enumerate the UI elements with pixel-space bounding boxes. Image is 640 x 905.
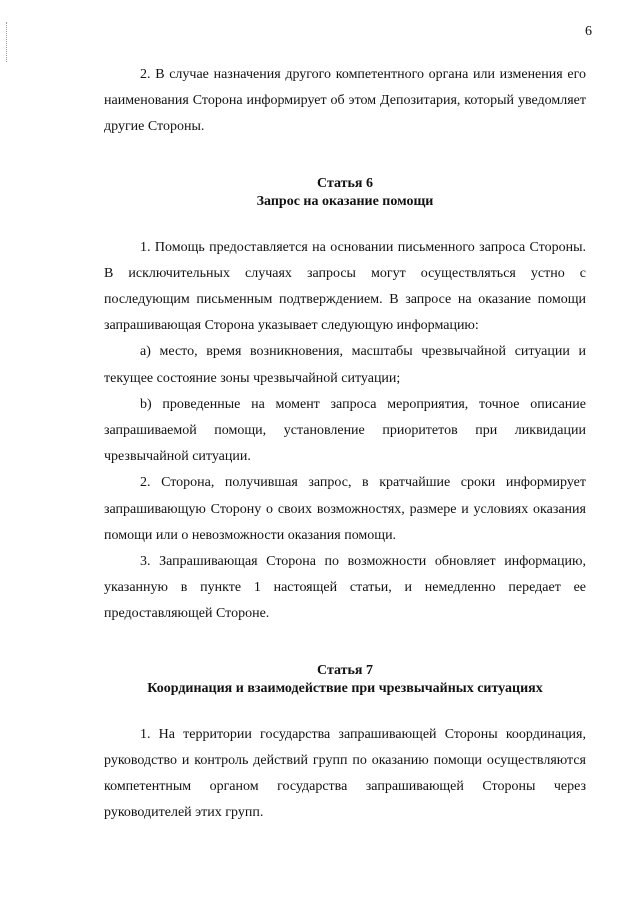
article-6-heading	[104, 175, 586, 211]
article-7-heading	[104, 662, 586, 698]
document-body	[104, 62, 586, 826]
scan-margin-marks	[6, 22, 11, 62]
page-number: 6	[585, 24, 592, 39]
article-6-paragraph: а) место, время возникновения, масштабы чрезвычайной ситуации и текущее состояние зоны чрезвычайной ситуации;	[104, 344, 586, 386]
intro-paragraph: 2. В случае назначения другого компетентного органа или изменения его наименования Сторона информирует об этом Депозитария, который уведомляет другие Стороны.	[104, 67, 586, 135]
article-6-paragraph: b) проведенные на момент запроса мероприятия, точное описание запрашиваемой помощи, установление приоритетов при ликвидации чрезвычайной ситуации.	[104, 396, 586, 465]
article-7-paragraph: 1. На территории государства запрашивающей Стороны координация, руководство и контроль действий групп по оказанию помощи осуществляются компетентным органом государства запрашивающей Стороны через руководителей этих групп.	[104, 726, 586, 821]
article-6-paragraph: 1. Помощь предоставляется на основании письменного запроса Стороны. В исключительных случаях запросы могут осуществляться устно с последующим письменным подтверждением. В запросе на оказание помощи запрашивающая Сторона указывает следующую информацию:	[104, 239, 586, 334]
article-7-subtitle: Координация и взаимодействие при чрезвычайных ситуациях	[147, 680, 543, 696]
article-7-title: Статья 7	[317, 662, 373, 678]
article-6-paragraph: 2. Сторона, получившая запрос, в кратчайшие сроки информирует запрашивающую Сторону о своих возможностях, размере и условиях оказания помощи или о невозможности оказания помощи.	[104, 475, 586, 543]
article-6-title: Статья 6	[317, 175, 373, 191]
article-6-subtitle: Запрос на оказание помощи	[256, 193, 434, 209]
article-6-paragraph: 3. Запрашивающая Сторона по возможности обновляет информацию, указанную в пункте 1 настоящей статьи, и немедленно передает ее предоставляющей Стороне.	[104, 554, 586, 622]
